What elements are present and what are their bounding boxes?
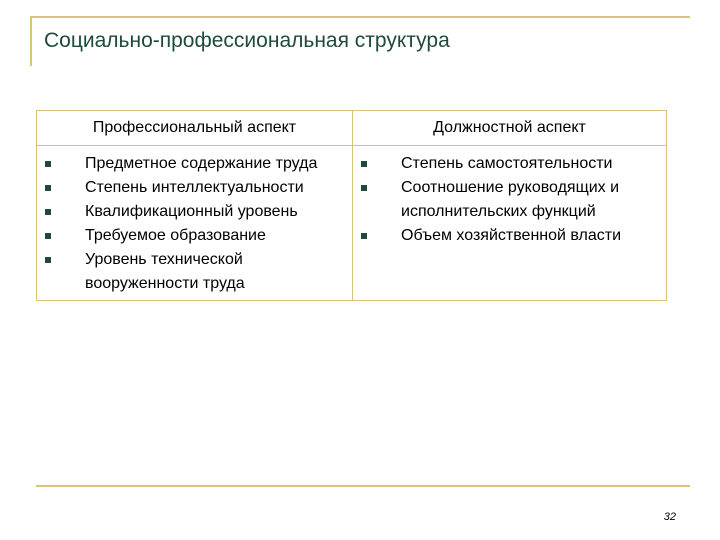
- list-item: [353, 224, 662, 248]
- square-bullet-icon: [45, 257, 51, 263]
- position-aspect-cell: [353, 146, 667, 301]
- table-header-row: [37, 111, 667, 146]
- square-bullet-icon: [361, 185, 367, 191]
- header-position-aspect: Должностной аспект: [353, 111, 667, 146]
- list-item: [37, 152, 348, 176]
- square-bullet-icon: [45, 161, 51, 167]
- list-item: [353, 152, 662, 176]
- square-bullet-icon: [45, 185, 51, 191]
- header-professional-aspect: Профессиональный аспект: [37, 111, 353, 146]
- list-item-text: Уровень технической вооруженности труда: [85, 251, 245, 292]
- list-item-text: Объем хозяйственной власти: [401, 227, 622, 244]
- square-bullet-icon: [45, 209, 51, 215]
- footer-divider: [36, 485, 690, 487]
- professional-aspect-cell: [37, 146, 353, 301]
- professional-aspect-list: [37, 152, 348, 296]
- list-item: [37, 176, 348, 200]
- square-bullet-icon: [361, 161, 367, 167]
- list-item-text: Квалификационный уровень: [85, 203, 298, 220]
- list-item-text: Требуемое образование: [85, 227, 266, 244]
- table-row: [37, 146, 667, 301]
- list-item: [37, 200, 348, 224]
- list-item-text: Соотношение руководящих и исполнительских функций: [401, 179, 620, 220]
- list-item: [37, 248, 348, 296]
- aspects-table: [36, 110, 667, 301]
- slide-title: Социально-профессиональная структура: [44, 29, 450, 52]
- square-bullet-icon: [45, 233, 51, 239]
- page-number: 32: [663, 511, 676, 523]
- list-item-text: Предметное содержание труда: [85, 155, 318, 172]
- list-item-text: Степень самостоятельности: [401, 155, 613, 172]
- square-bullet-icon: [361, 233, 367, 239]
- position-aspect-list: [353, 152, 662, 248]
- list-item: [353, 176, 662, 224]
- list-item-text: Степень интеллектуальности: [85, 179, 304, 196]
- list-item: [37, 224, 348, 248]
